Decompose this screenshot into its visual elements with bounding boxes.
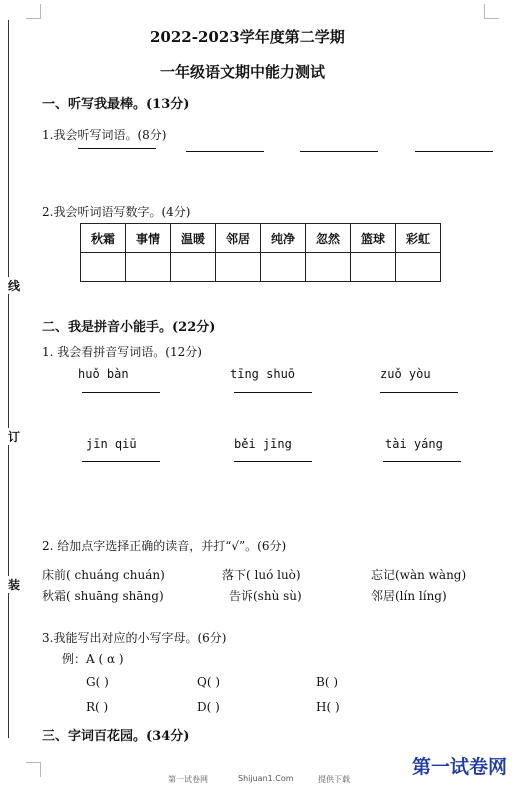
footer-download: 提供下载 — [318, 775, 350, 784]
table-cell-word: 秋霜 — [81, 224, 126, 253]
letter-blank[interactable]: B( ) — [316, 675, 338, 689]
answer-line-2[interactable] — [186, 151, 264, 152]
tone-choice[interactable]: 告诉(shù sù) — [229, 589, 302, 603]
answer-line-1[interactable] — [78, 148, 156, 149]
pinyin-prompt: jīn qiū — [86, 437, 137, 451]
footer-site-name: 第一试卷网 — [168, 775, 208, 784]
tone-choice[interactable]: 邻居(lín líng) — [371, 589, 447, 603]
table-cell-word: 纯净 — [261, 224, 306, 253]
answer-line-4[interactable] — [415, 151, 493, 152]
section1-q1: 1.我会听写词语。(8分) — [42, 128, 167, 142]
tone-choice[interactable]: 床前( chuáng chuán) — [42, 568, 165, 582]
binding-char-xian: 线 — [8, 279, 21, 293]
pinyin-answer-line[interactable] — [380, 392, 458, 393]
table-cell-answer[interactable] — [396, 253, 441, 282]
pinyin-prompt: tīng shuō — [230, 367, 296, 381]
exam-title: 2022-2023学年度第二学期 — [150, 28, 345, 46]
footer-site-url[interactable]: Shijuan1.Com — [238, 774, 294, 783]
letter-example: 例：A ( α ) — [62, 652, 124, 666]
section2-q3: 3.我能写出对应的小写字母。(6分) — [42, 631, 227, 645]
letter-blank[interactable]: G( ) — [86, 675, 109, 689]
corner-mark-bottom-left — [26, 762, 41, 777]
binding-line — [8, 20, 9, 738]
pinyin-prompt: huǒ bàn — [78, 367, 129, 381]
pinyin-answer-line[interactable] — [82, 392, 160, 393]
tone-choice[interactable]: 忘记(wàn wàng) — [371, 568, 467, 582]
section2-heading: 二、我是拼音小能手。(22分) — [42, 320, 216, 335]
binding-char-zhuang: 装 — [8, 578, 21, 592]
table-cell-answer[interactable] — [306, 253, 351, 282]
pinyin-answer-line[interactable] — [82, 461, 160, 462]
word-number-table — [80, 223, 441, 282]
section2-q2: 2. 给加点字选择正确的读音，并打“√”。(6分) — [42, 539, 287, 553]
letter-blank[interactable]: R( ) — [86, 700, 109, 714]
answer-line-3[interactable] — [300, 151, 378, 152]
corner-mark-top-right — [484, 4, 499, 19]
pinyin-answer-line[interactable] — [234, 461, 312, 462]
site-watermark: 第一试卷网 — [412, 756, 508, 778]
exam-subtitle: 一年级语文期中能力测试 — [160, 63, 326, 81]
table-cell-word: 邻居 — [216, 224, 261, 253]
pinyin-answer-line[interactable] — [383, 461, 461, 462]
section2-q1: 1. 我会看拼音写词语。(12分) — [42, 345, 202, 359]
table-cell-answer[interactable] — [216, 253, 261, 282]
section1-q2: 2.我会听词语写数字。(4分) — [42, 205, 191, 219]
tone-choice[interactable]: 落下( luó luò) — [222, 568, 301, 582]
table-cell-answer[interactable] — [81, 253, 126, 282]
letter-blank[interactable]: D( ) — [197, 700, 220, 714]
table-cell-word: 篮球 — [351, 224, 396, 253]
table-cell-word: 忽然 — [306, 224, 351, 253]
pinyin-prompt: zuǒ yòu — [380, 367, 431, 381]
table-cell-word: 彩虹 — [396, 224, 441, 253]
corner-mark-top-left — [26, 4, 41, 19]
table-cell-answer[interactable] — [171, 253, 216, 282]
table-cell-answer[interactable] — [261, 253, 306, 282]
tone-choice[interactable]: 秋霜( shuāng shāng) — [42, 589, 164, 603]
pinyin-prompt: tài yáng — [385, 437, 443, 451]
table-cell-answer[interactable] — [126, 253, 171, 282]
binding-char-ding: 订 — [8, 430, 21, 444]
table-cell-word: 事情 — [126, 224, 171, 253]
letter-blank[interactable]: Q( ) — [197, 675, 221, 689]
section3-heading: 三、字词百花园。(34分) — [42, 729, 190, 744]
table-cell-answer[interactable] — [351, 253, 396, 282]
table-row-words — [81, 224, 441, 253]
pinyin-answer-line[interactable] — [234, 392, 312, 393]
table-cell-word: 温暖 — [171, 224, 216, 253]
letter-blank[interactable]: H( ) — [316, 700, 340, 714]
pinyin-prompt: běi jīng — [234, 437, 292, 451]
table-row-answers — [81, 253, 441, 282]
section1-heading: 一、听写我最棒。(13分) — [42, 97, 190, 112]
